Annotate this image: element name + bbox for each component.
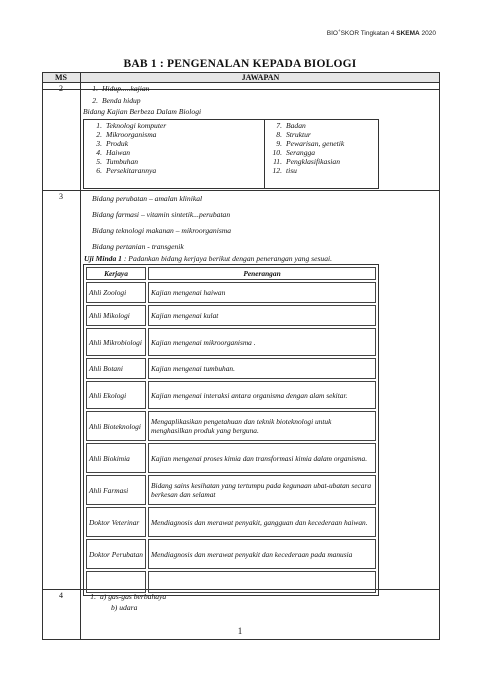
field-line-3: Bidang teknologi makanan – mikroorganisma [92,226,232,235]
career-name [86,571,146,593]
field-line-1: Bidang perubatan – amalan klinikal [92,194,203,203]
field-item: 9. Pewarisan, genetik [276,139,345,148]
col-jawapan-header: JAWAPAN [241,73,280,82]
uji-minda-instruction: Uji Minda 1 : Padankan bidang kerjaya berikut dengan penerangan yang sesuai. [84,254,333,263]
career-name: Ahli Farmasi [86,475,146,505]
col-ms-header: MS [55,73,67,82]
page-number: 1 [237,626,243,636]
career-name: Ahli Zoologi [86,282,146,303]
table-row [86,475,376,505]
page-title: BAB 1 : PENGENALAN KEPADA BIOLOGI [123,58,357,70]
field-item: 1. Teknologi komputer [96,121,167,130]
career-name: Doktor Perubatan [86,539,146,569]
ms-2: 2 [59,84,63,93]
career-desc: Kajian mengenai kulat [148,305,376,326]
career-desc: Kajian mengenai interaksi antara organisma dengan alam sekitar. [148,381,376,409]
field-item: 5. Tumbuhan [96,157,139,166]
table-row [86,358,376,379]
career-name: Doktor Veterinar [86,507,146,537]
table-row [86,305,376,326]
career-name: Ahli Ekologi [86,381,146,409]
table-row [86,411,376,441]
field-item: 2. Mikroorganisma [96,130,157,139]
field-item: 12. tisu [272,166,297,175]
career-name: Ahli Mikrobiologi [86,328,146,356]
field-item: 3. Produk [96,139,129,148]
table-row [86,507,376,537]
field-item: 10. Serangga [272,148,316,157]
career-desc: Mengaplikasikan pengetahuan dan teknik bioteknologi untuk menghasilkan produk yang berguna. [148,411,376,441]
col-kerjaya: Kerjaya [86,267,146,280]
field-line-4: Bidang pertanian - transgenik [92,242,184,251]
career-name: Ahli Mikologi [86,305,146,326]
career-desc: Kajian mengenai haiwan [148,282,376,303]
table-row [86,539,376,569]
q4-item-b: b) udara [111,603,138,612]
table-row [86,282,376,303]
career-desc [148,571,376,593]
career-desc: Kajian mengenai mikroorganisma . [148,328,376,356]
q2-subtitle: Bidang Kajian Berbeza Dalam Biologi [83,107,202,116]
col-penerangan: Penerangan [148,267,376,280]
table-row [86,328,376,356]
career-table [83,264,379,596]
q2-item-1: 1. Hidup.....kajian [92,84,150,93]
ms-4: 4 [59,591,63,600]
field-item: 7. Badan [276,121,306,130]
field-item: 11. Pengklasifikasian [273,157,340,166]
career-desc: Mendiagnosis dan merawat penyakit dan kecederaan pada manusia [148,539,376,569]
career-desc: Bidang sains kesihatan yang tertumpu pada kegunaan ubat-ubatan secara berkesan dan selamat [148,475,376,505]
career-desc: Kajian mengenai proses kimia dan transformasi kimia dalam organisma. [148,443,376,473]
field-item: 4. Haiwan [96,148,131,157]
career-desc: Kajian mengenai tumbuhan. [148,358,376,379]
q2-item-2: 2. Benda hidup [92,96,141,105]
field-line-2: Bidang farmasi – vitamin sintetik...perubatan [92,210,231,219]
fields-left-list [86,121,166,175]
table-row [86,443,376,473]
career-name: Ahli Botani [86,358,146,379]
field-item: 8. Struktur [276,130,311,139]
fields-right-list [266,121,344,175]
running-header: BIO+SKOR Tingkatan 4 SKEMA 2020 [326,28,436,38]
table-row [86,381,376,409]
career-name: Ahli Biokimia [86,443,146,473]
career-name: Ahli Bioteknologi [86,411,146,441]
q4-item-a: 1. a) gas-gas berbahaya [90,592,167,601]
table-row [86,571,376,593]
ms-3: 3 [59,192,63,201]
career-desc: Mendiagnosis dan merawat penyakit, gangguan dan kecederaan haiwan. [148,507,376,537]
field-item: 6. Persekitarannya [96,166,157,175]
